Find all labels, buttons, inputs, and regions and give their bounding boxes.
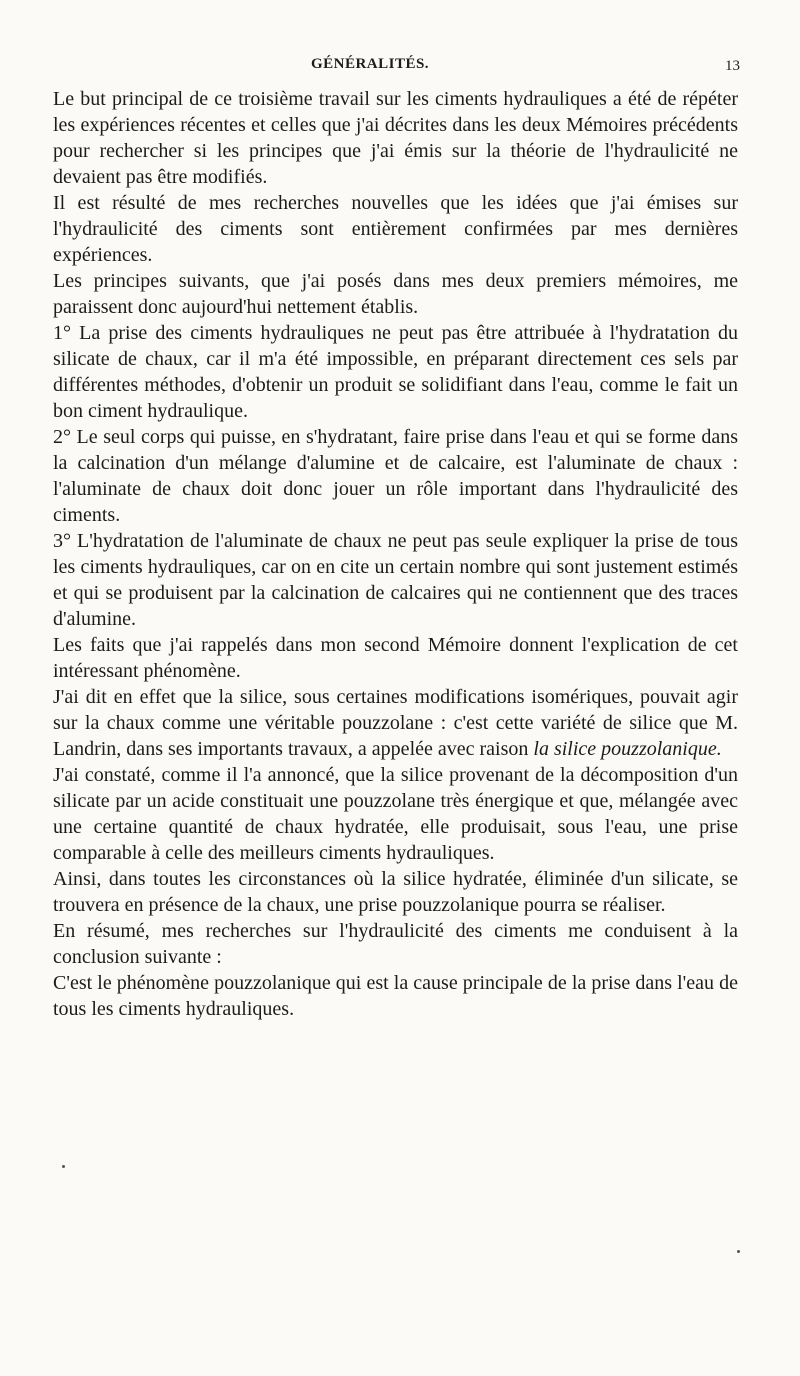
speck-mark (62, 1165, 65, 1168)
italic-term: la silice pouzzolanique. (533, 738, 722, 760)
paragraph-9: J'ai constaté, comme il l'a annoncé, que la silice provenant de la décomposition d'un silicate par un acide constituait une pouzzolane très énergique et que, mélangée avec une certaine quantité de chaux hydratée, elle produisait, sous l'eau, une prise comparable à celle des meilleurs ciments hydrauliques. (53, 764, 738, 864)
paragraph-10: Ainsi, dans toutes les circonstances où la silice hydratée, éliminée d'un silicate, se trouvera en présence de la chaux, une prise pouzzolanique pourra se réaliser. (53, 868, 738, 916)
paragraph-8-text: J'ai dit en effet que la silice, sous certaines modifications isomériques, pouvait agir sur la chaux comme une véritable pouzzolane : c'est cette variété de silice que M. Landrin, dans ses importants travaux, a appelée avec raison (53, 686, 738, 760)
body-text (53, 86, 738, 1022)
principle-1: 1° La prise des ciments hydrauliques ne peut pas être attribuée à l'hydratation du silicate de chaux, car il m'a été impossible, en préparant directement ces sels par différentes méthodes, d'obtenir un produit se solidifiant dans l'eau, comme le fait un bon ciment hydraulique. (53, 322, 738, 422)
paragraph-1: Le but principal de ce troisième travail sur les ciments hydrauliques a été de répéter les expériences récentes et celles que j'ai décrites dans les deux Mémoires précédents pour rechercher si les principes que j'ai émis sur la théorie de l'hydraulicité ne devaient pas être modifiés. (53, 88, 738, 188)
principle-3: 3° L'hydratation de l'aluminate de chaux ne peut pas seule expliquer la prise de tous les ciments hydrauliques, car on en cite un certain nombre qui sont justement estimés et qui se produisent par la calcination de calcaires qui ne contiennent que des traces d'alumine. (53, 530, 738, 630)
running-head (0, 56, 800, 80)
speck-mark (737, 1250, 740, 1253)
running-title: GÉNÉRALITÉS. (310, 56, 430, 72)
paragraph-3: Les principes suivants, que j'ai posés dans mes deux premiers mémoires, me paraissent donc aujourd'hui nettement établis. (53, 270, 738, 318)
page-number: 13 (725, 58, 740, 74)
conclusion: C'est le phénomène pouzzolanique qui est la cause principale de la prise dans l'eau de tous les ciments hydrauliques. (53, 972, 738, 1020)
paragraph-11: En résumé, mes recherches sur l'hydraulicité des ciments me conduisent à la conclusion suivante : (53, 920, 738, 968)
paragraph-2: Il est résulté de mes recherches nouvelles que les idées que j'ai émises sur l'hydraulicité des ciments sont entièrement confirmées par mes dernières expériences. (53, 192, 738, 266)
principle-2: 2° Le seul corps qui puisse, en s'hydratant, faire prise dans l'eau et qui se forme dans la calcination d'un mélange d'alumine et de calcaire, est l'aluminate de chaux : l'aluminate de chaux doit donc jouer un rôle important dans l'hydraulicité des ciments. (53, 426, 738, 526)
paragraph-8 (53, 684, 738, 762)
paragraph-7: Les faits que j'ai rappelés dans mon second Mémoire donnent l'explication de cet intéressant phénomène. (53, 634, 738, 682)
